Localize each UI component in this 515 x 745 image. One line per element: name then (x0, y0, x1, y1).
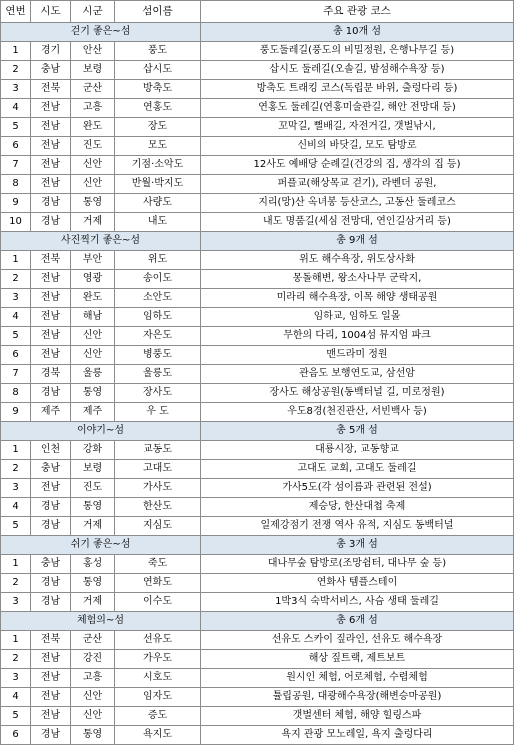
cell-city: 해남 (71, 308, 115, 327)
cell-province: 충남 (31, 555, 71, 574)
header-island-name: 섬이름 (115, 1, 201, 23)
cell-province: 전남 (31, 270, 71, 289)
table-row (1, 365, 514, 384)
cell-island-name: 증도 (115, 707, 201, 726)
cell-number: 4 (1, 99, 31, 118)
cell-island-name: 풍도 (115, 42, 201, 61)
cell-city: 고흥 (71, 669, 115, 688)
cell-main-course: 삽시도 둘레길(오솔길, 밤섬해수욕장 등) (201, 61, 514, 80)
cell-main-course: 연홍도 둘레길(연홍미술관길, 해안 전망대 등) (201, 99, 514, 118)
cell-city: 고흥 (71, 99, 115, 118)
cell-island-name: 죽도 (115, 555, 201, 574)
cell-city: 군산 (71, 80, 115, 99)
cell-city: 영광 (71, 270, 115, 289)
section-total: 총 9개 섬 (201, 232, 514, 251)
cell-province: 전남 (31, 308, 71, 327)
cell-island-name: 가사도 (115, 479, 201, 498)
table-row (1, 460, 514, 479)
cell-island-name: 임자도 (115, 688, 201, 707)
cell-island-name: 자은도 (115, 327, 201, 346)
cell-city: 신안 (71, 175, 115, 194)
cell-main-course: 고대도 교회, 고대도 둘레길 (201, 460, 514, 479)
cell-number: 4 (1, 308, 31, 327)
cell-province: 전남 (31, 650, 71, 669)
header-main-course: 주요 관광 코스 (201, 1, 514, 23)
cell-main-course: 해상 짚트랙, 제트보트 (201, 650, 514, 669)
cell-province: 전남 (31, 137, 71, 156)
header-number: 연번 (1, 1, 31, 23)
cell-number: 5 (1, 707, 31, 726)
cell-main-course: 제승당, 한산대첩 축제 (201, 498, 514, 517)
table-row (1, 346, 514, 365)
cell-island-name: 한산도 (115, 498, 201, 517)
cell-number: 1 (1, 251, 31, 270)
cell-city: 진도 (71, 137, 115, 156)
table-row (1, 479, 514, 498)
table-row (1, 308, 514, 327)
table-row (1, 289, 514, 308)
cell-number: 2 (1, 574, 31, 593)
cell-province: 전남 (31, 118, 71, 137)
cell-number: 4 (1, 688, 31, 707)
table-row (1, 384, 514, 403)
cell-province: 제주 (31, 403, 71, 422)
cell-main-course: 1박3식 숙박서비스, 사슴 생태 둘레길 (201, 593, 514, 612)
table-body (1, 23, 514, 745)
table-row (1, 517, 514, 536)
cell-main-course: 욕지 관광 모노레일, 욕지 출렁다리 (201, 726, 514, 745)
cell-number: 5 (1, 327, 31, 346)
cell-province: 전남 (31, 346, 71, 365)
header-city: 시군 (71, 1, 115, 23)
cell-main-course: 연화사 템플스테이 (201, 574, 514, 593)
cell-main-course: 내도 명품길(세심 전망대, 연인길삼거리 등) (201, 213, 514, 232)
cell-main-course: 가사5도(각 섬이름과 관련된 전설) (201, 479, 514, 498)
cell-city: 통영 (71, 194, 115, 213)
cell-main-course: 일제강점기 전쟁 역사 유적, 지심도 동백터널 (201, 517, 514, 536)
cell-main-course: 퍼플교(해상목교 걷기), 라벤더 공원, (201, 175, 514, 194)
cell-city: 통영 (71, 498, 115, 517)
cell-number: 3 (1, 289, 31, 308)
cell-island-name: 사량도 (115, 194, 201, 213)
table-row (1, 251, 514, 270)
table-row (1, 688, 514, 707)
cell-number: 2 (1, 61, 31, 80)
section-title: 체험의~섬 (1, 612, 201, 631)
cell-island-name: 가우도 (115, 650, 201, 669)
table-row (1, 707, 514, 726)
cell-province: 경남 (31, 726, 71, 745)
cell-city: 통영 (71, 384, 115, 403)
section-title: 쉬기 좋은~섬 (1, 536, 201, 555)
table-row (1, 498, 514, 517)
cell-province: 전남 (31, 327, 71, 346)
table-row (1, 80, 514, 99)
cell-number: 5 (1, 118, 31, 137)
cell-main-course: 무한의 다리, 1004섬 뮤지엄 파크 (201, 327, 514, 346)
section-header-row (1, 23, 514, 42)
cell-number: 3 (1, 479, 31, 498)
cell-number: 1 (1, 631, 31, 650)
cell-main-course: 몽돌해변, 왕소사나무 군락지, (201, 270, 514, 289)
cell-island-name: 모도 (115, 137, 201, 156)
cell-number: 5 (1, 517, 31, 536)
cell-province: 전남 (31, 669, 71, 688)
cell-island-name: 병풍도 (115, 346, 201, 365)
table-row (1, 61, 514, 80)
cell-main-course: 풍도둘레길(풍도의 비밀정원, 은행나무길 등) (201, 42, 514, 61)
cell-island-name: 위도 (115, 251, 201, 270)
table-row (1, 726, 514, 745)
table-row (1, 631, 514, 650)
cell-province: 전북 (31, 631, 71, 650)
cell-main-course: 위도 해수욕장, 위도상사화 (201, 251, 514, 270)
cell-island-name: 욕지도 (115, 726, 201, 745)
cell-province: 경기 (31, 42, 71, 61)
cell-province: 경북 (31, 365, 71, 384)
cell-city: 신안 (71, 707, 115, 726)
cell-city: 통영 (71, 726, 115, 745)
cell-province: 전남 (31, 156, 71, 175)
cell-island-name: 우 도 (115, 403, 201, 422)
cell-island-name: 방축도 (115, 80, 201, 99)
cell-main-course: 우도8경(천진관산, 서빈백사 등) (201, 403, 514, 422)
cell-number: 1 (1, 441, 31, 460)
table-row (1, 156, 514, 175)
cell-province: 전남 (31, 707, 71, 726)
cell-main-course: 신비의 바닷길, 모도 탐방로 (201, 137, 514, 156)
cell-province: 전남 (31, 99, 71, 118)
cell-island-name: 소안도 (115, 289, 201, 308)
cell-main-course: 꼬막길, 뻘배길, 자전거길, 갯벌낚시, (201, 118, 514, 137)
cell-island-name: 장사도 (115, 384, 201, 403)
cell-city: 보령 (71, 61, 115, 80)
cell-number: 1 (1, 42, 31, 61)
cell-island-name: 시호도 (115, 669, 201, 688)
table-row (1, 194, 514, 213)
cell-number: 3 (1, 80, 31, 99)
cell-province: 경남 (31, 213, 71, 232)
cell-island-name: 장도 (115, 118, 201, 137)
cell-city: 부안 (71, 251, 115, 270)
cell-island-name: 연홍도 (115, 99, 201, 118)
table-row (1, 593, 514, 612)
cell-main-course: 임하교, 임하도 일몰 (201, 308, 514, 327)
cell-province: 경남 (31, 574, 71, 593)
section-total: 총 5개 섬 (201, 422, 514, 441)
table-row (1, 650, 514, 669)
cell-city: 울릉 (71, 365, 115, 384)
cell-province: 경남 (31, 517, 71, 536)
cell-main-course: 12사도 예배당 순례길(건강의 집, 생각의 집 등) (201, 156, 514, 175)
table-row (1, 118, 514, 137)
cell-main-course: 방축도 트래킹 코스(독립문 바위, 출렁다리 등) (201, 80, 514, 99)
cell-number: 2 (1, 270, 31, 289)
cell-island-name: 기점·소악도 (115, 156, 201, 175)
cell-province: 충남 (31, 61, 71, 80)
table-row (1, 327, 514, 346)
cell-city: 신안 (71, 156, 115, 175)
cell-island-name: 울릉도 (115, 365, 201, 384)
cell-province: 전남 (31, 479, 71, 498)
cell-number: 8 (1, 175, 31, 194)
cell-number: 2 (1, 460, 31, 479)
cell-main-course: 맨드라미 정원 (201, 346, 514, 365)
cell-province: 경남 (31, 498, 71, 517)
table-row (1, 574, 514, 593)
cell-province: 전북 (31, 80, 71, 99)
cell-city: 신안 (71, 327, 115, 346)
cell-province: 경남 (31, 593, 71, 612)
cell-province: 인천 (31, 441, 71, 460)
cell-city: 홍성 (71, 555, 115, 574)
cell-main-course: 지리(망)산 옥녀봉 등산코스, 고동산 둘레코스 (201, 194, 514, 213)
cell-number: 10 (1, 213, 31, 232)
table-row (1, 669, 514, 688)
cell-main-course: 튤립공원, 대광해수욕장(해변승마공원) (201, 688, 514, 707)
cell-city: 강진 (71, 650, 115, 669)
cell-number: 7 (1, 365, 31, 384)
cell-number: 8 (1, 384, 31, 403)
cell-main-course: 갯벌센터 체험, 해양 힐링스파 (201, 707, 514, 726)
cell-city: 거제 (71, 593, 115, 612)
cell-city: 보령 (71, 460, 115, 479)
cell-city: 거제 (71, 213, 115, 232)
cell-island-name: 삽시도 (115, 61, 201, 80)
cell-city: 완도 (71, 118, 115, 137)
cell-province: 전북 (31, 251, 71, 270)
section-header-row (1, 612, 514, 631)
cell-island-name: 지심도 (115, 517, 201, 536)
cell-province: 충남 (31, 460, 71, 479)
section-header-row (1, 422, 514, 441)
section-total: 총 3개 섬 (201, 536, 514, 555)
cell-number: 2 (1, 650, 31, 669)
cell-city: 강화 (71, 441, 115, 460)
cell-main-course: 미라리 해수욕장, 이목 해양 생태공원 (201, 289, 514, 308)
cell-main-course: 원시인 체험, 어로체험, 수렵체험 (201, 669, 514, 688)
cell-city: 거제 (71, 517, 115, 536)
cell-number: 3 (1, 669, 31, 688)
table-row (1, 441, 514, 460)
cell-number: 9 (1, 403, 31, 422)
table-row (1, 270, 514, 289)
cell-province: 경남 (31, 384, 71, 403)
cell-city: 군산 (71, 631, 115, 650)
cell-number: 9 (1, 194, 31, 213)
table-row (1, 42, 514, 61)
cell-number: 7 (1, 156, 31, 175)
table-row (1, 555, 514, 574)
section-total: 총 10개 섬 (201, 23, 514, 42)
cell-city: 신안 (71, 346, 115, 365)
cell-number: 6 (1, 346, 31, 365)
section-total: 총 6개 섬 (201, 612, 514, 631)
cell-number: 3 (1, 593, 31, 612)
cell-main-course: 관음도 보행연도교, 삼선암 (201, 365, 514, 384)
cell-number: 1 (1, 555, 31, 574)
cell-main-course: 장사도 해상공원(동백터널 길, 미로정원) (201, 384, 514, 403)
cell-island-name: 연화도 (115, 574, 201, 593)
cell-number: 4 (1, 498, 31, 517)
section-title: 이야기~섬 (1, 422, 201, 441)
cell-island-name: 임하도 (115, 308, 201, 327)
cell-city: 신안 (71, 688, 115, 707)
cell-island-name: 고대도 (115, 460, 201, 479)
cell-city: 제주 (71, 403, 115, 422)
cell-number: 6 (1, 726, 31, 745)
table-row (1, 99, 514, 118)
cell-island-name: 반월·박지도 (115, 175, 201, 194)
cell-island-name: 내도 (115, 213, 201, 232)
table-row (1, 137, 514, 156)
cell-island-name: 교동도 (115, 441, 201, 460)
table-row (1, 403, 514, 422)
cell-island-name: 선유도 (115, 631, 201, 650)
cell-island-name: 이수도 (115, 593, 201, 612)
cell-main-course: 대룡시장, 교동향교 (201, 441, 514, 460)
cell-number: 6 (1, 137, 31, 156)
table-row (1, 175, 514, 194)
cell-main-course: 선유도 스카이 짚라인, 선유도 해수욕장 (201, 631, 514, 650)
cell-province: 전남 (31, 289, 71, 308)
section-header-row (1, 536, 514, 555)
section-title: 사진찍기 좋은~섬 (1, 232, 201, 251)
cell-main-course: 대나무숲 탐방로(조망쉼터, 대나무 숲 등) (201, 555, 514, 574)
cell-city: 완도 (71, 289, 115, 308)
cell-province: 전남 (31, 175, 71, 194)
cell-city: 진도 (71, 479, 115, 498)
cell-city: 통영 (71, 574, 115, 593)
cell-island-name: 송이도 (115, 270, 201, 289)
cell-province: 경남 (31, 194, 71, 213)
section-title: 걷기 좋은~섬 (1, 23, 201, 42)
cell-province: 전남 (31, 688, 71, 707)
header-row (1, 1, 514, 23)
header-province: 시도 (31, 1, 71, 23)
table-row (1, 213, 514, 232)
section-header-row (1, 232, 514, 251)
cell-city: 안산 (71, 42, 115, 61)
